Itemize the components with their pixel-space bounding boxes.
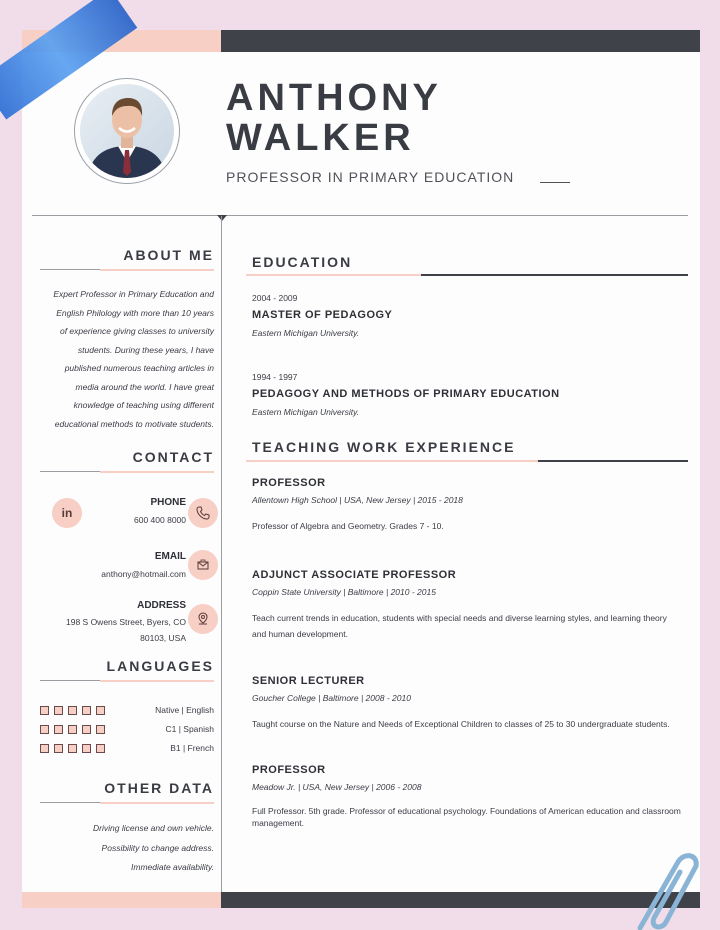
other-rule xyxy=(40,802,214,804)
about-line: knowledge of teaching using different xyxy=(73,400,214,410)
profile-photo xyxy=(74,78,180,184)
language-text: Native | English xyxy=(155,705,214,715)
email-value[interactable]: anthony@hotmail.com xyxy=(101,569,186,579)
other-heading: OTHER DATA xyxy=(104,780,214,796)
about-line: of experience giving classes to university xyxy=(59,326,214,336)
language-row xyxy=(40,742,214,756)
address-line: 198 S Owens Street, Byers, CO xyxy=(66,617,186,627)
experience-title: ADJUNCT ASSOCIATE PROFESSOR xyxy=(252,569,457,581)
paperclip-icon xyxy=(620,840,710,930)
languages-heading: LANGUAGES xyxy=(106,658,214,674)
experience-title: SENIOR LECTURER xyxy=(252,675,365,687)
experience-meta: Goucher College | Baltimore | 2008 - 2010 xyxy=(252,693,411,703)
phone-icon xyxy=(188,498,218,528)
location-icon xyxy=(188,604,218,634)
about-heading: ABOUT ME xyxy=(123,247,214,263)
experience-description: Full Professor. 5th grade. Professor of educational psychology. Foundations of American education and classroom management. xyxy=(252,806,681,828)
resume-sheet xyxy=(22,30,700,908)
experience-heading-wrap xyxy=(252,439,688,455)
experience-title: PROFESSOR xyxy=(252,764,326,776)
language-row xyxy=(40,723,214,737)
portrait-image xyxy=(80,84,174,178)
about-line: English Philology with more than 10 years xyxy=(56,307,214,318)
experience-meta: Allentown High School | USA, New Jersey | 2015 - 2018 xyxy=(252,495,463,505)
experience-item xyxy=(252,477,682,534)
other-text xyxy=(40,819,214,878)
divider-notch xyxy=(217,215,227,221)
about-line: media around the world. I have great xyxy=(75,381,214,392)
title-dash xyxy=(540,182,570,183)
education-heading: EDUCATION xyxy=(252,254,353,270)
column-divider xyxy=(221,216,222,892)
phone-value: 600 400 8000 xyxy=(134,515,186,525)
experience-item xyxy=(252,764,682,829)
experience-item xyxy=(252,675,682,732)
other-line: Possibility to change address. xyxy=(101,842,214,853)
language-level xyxy=(40,706,105,715)
experience-description: Taught course on the Nature and Needs of Exceptional Children to classes of 25 to 30 undergraduate students. xyxy=(252,719,670,729)
top-accent-bar-dark xyxy=(221,30,700,52)
experience-meta: Coppin State University | Baltimore | 2010 - 2015 xyxy=(252,587,436,597)
about-text xyxy=(40,285,214,433)
languages-list xyxy=(40,704,214,764)
first-name: ANTHONY xyxy=(226,77,442,119)
other-section xyxy=(40,780,214,804)
language-text: B1 | French xyxy=(170,743,214,753)
email-icon xyxy=(188,550,218,580)
header-divider xyxy=(32,215,688,216)
experience-heading: TEACHING WORK EXPERIENCE xyxy=(252,439,516,455)
about-line: Expert Professor in Primary Education and xyxy=(53,289,214,299)
education-rule xyxy=(246,274,688,276)
phone-label: PHONE xyxy=(150,497,186,508)
experience-description: Professor of Algebra and Geometry. Grades 7 - 10. xyxy=(252,521,444,531)
linkedin-icon[interactable]: in xyxy=(52,498,82,528)
about-section xyxy=(40,247,214,271)
contact-heading: CONTACT xyxy=(132,449,214,465)
email-label: EMAIL xyxy=(154,551,186,562)
about-line: educational methods to motivate students. xyxy=(54,418,214,429)
education-item xyxy=(252,372,682,417)
contact-details xyxy=(40,496,214,646)
contact-section xyxy=(40,449,214,473)
bottom-accent-bar-pink xyxy=(22,892,221,908)
address-value xyxy=(6,614,186,646)
about-line: published numerous teaching articles in xyxy=(64,363,214,373)
education-years: 2004 - 2009 xyxy=(252,293,298,303)
job-title: PROFESSOR IN PRIMARY EDUCATION xyxy=(226,169,515,185)
about-rule xyxy=(40,269,214,271)
address-label: ADDRESS xyxy=(137,600,186,611)
experience-rule xyxy=(246,460,688,462)
education-years: 1994 - 1997 xyxy=(252,372,298,382)
last-name: WALKER xyxy=(226,117,415,159)
education-degree: PEDAGOGY AND METHODS OF PRIMARY EDUCATION xyxy=(252,388,560,400)
experience-title: PROFESSOR xyxy=(252,477,326,489)
languages-rule xyxy=(40,680,214,682)
address-line: 80103, USA xyxy=(140,633,186,643)
experience-item xyxy=(252,569,682,642)
contact-rule xyxy=(40,471,214,473)
education-item xyxy=(252,293,682,338)
experience-description: Teach current trends in education, students with special needs and diverse learning styles, and learning theory and human development. xyxy=(252,613,667,639)
language-level xyxy=(40,744,105,753)
education-heading-wrap xyxy=(252,254,688,270)
language-row xyxy=(40,704,214,718)
education-institution: Eastern Michigan University. xyxy=(252,407,360,417)
full-name xyxy=(226,78,442,158)
languages-section xyxy=(40,658,214,682)
language-level xyxy=(40,725,105,734)
about-line: students. During these years, I have xyxy=(77,344,214,355)
experience-meta: Meadow Jr. | USA, New Jersey | 2006 - 2008 xyxy=(252,782,422,792)
other-line: Immediate availability. xyxy=(131,862,214,872)
language-text: C1 | Spanish xyxy=(165,724,214,734)
education-degree: MASTER OF PEDAGOGY xyxy=(252,309,393,321)
other-line: Driving license and own vehicle. xyxy=(93,823,214,833)
education-institution: Eastern Michigan University. xyxy=(252,328,360,338)
